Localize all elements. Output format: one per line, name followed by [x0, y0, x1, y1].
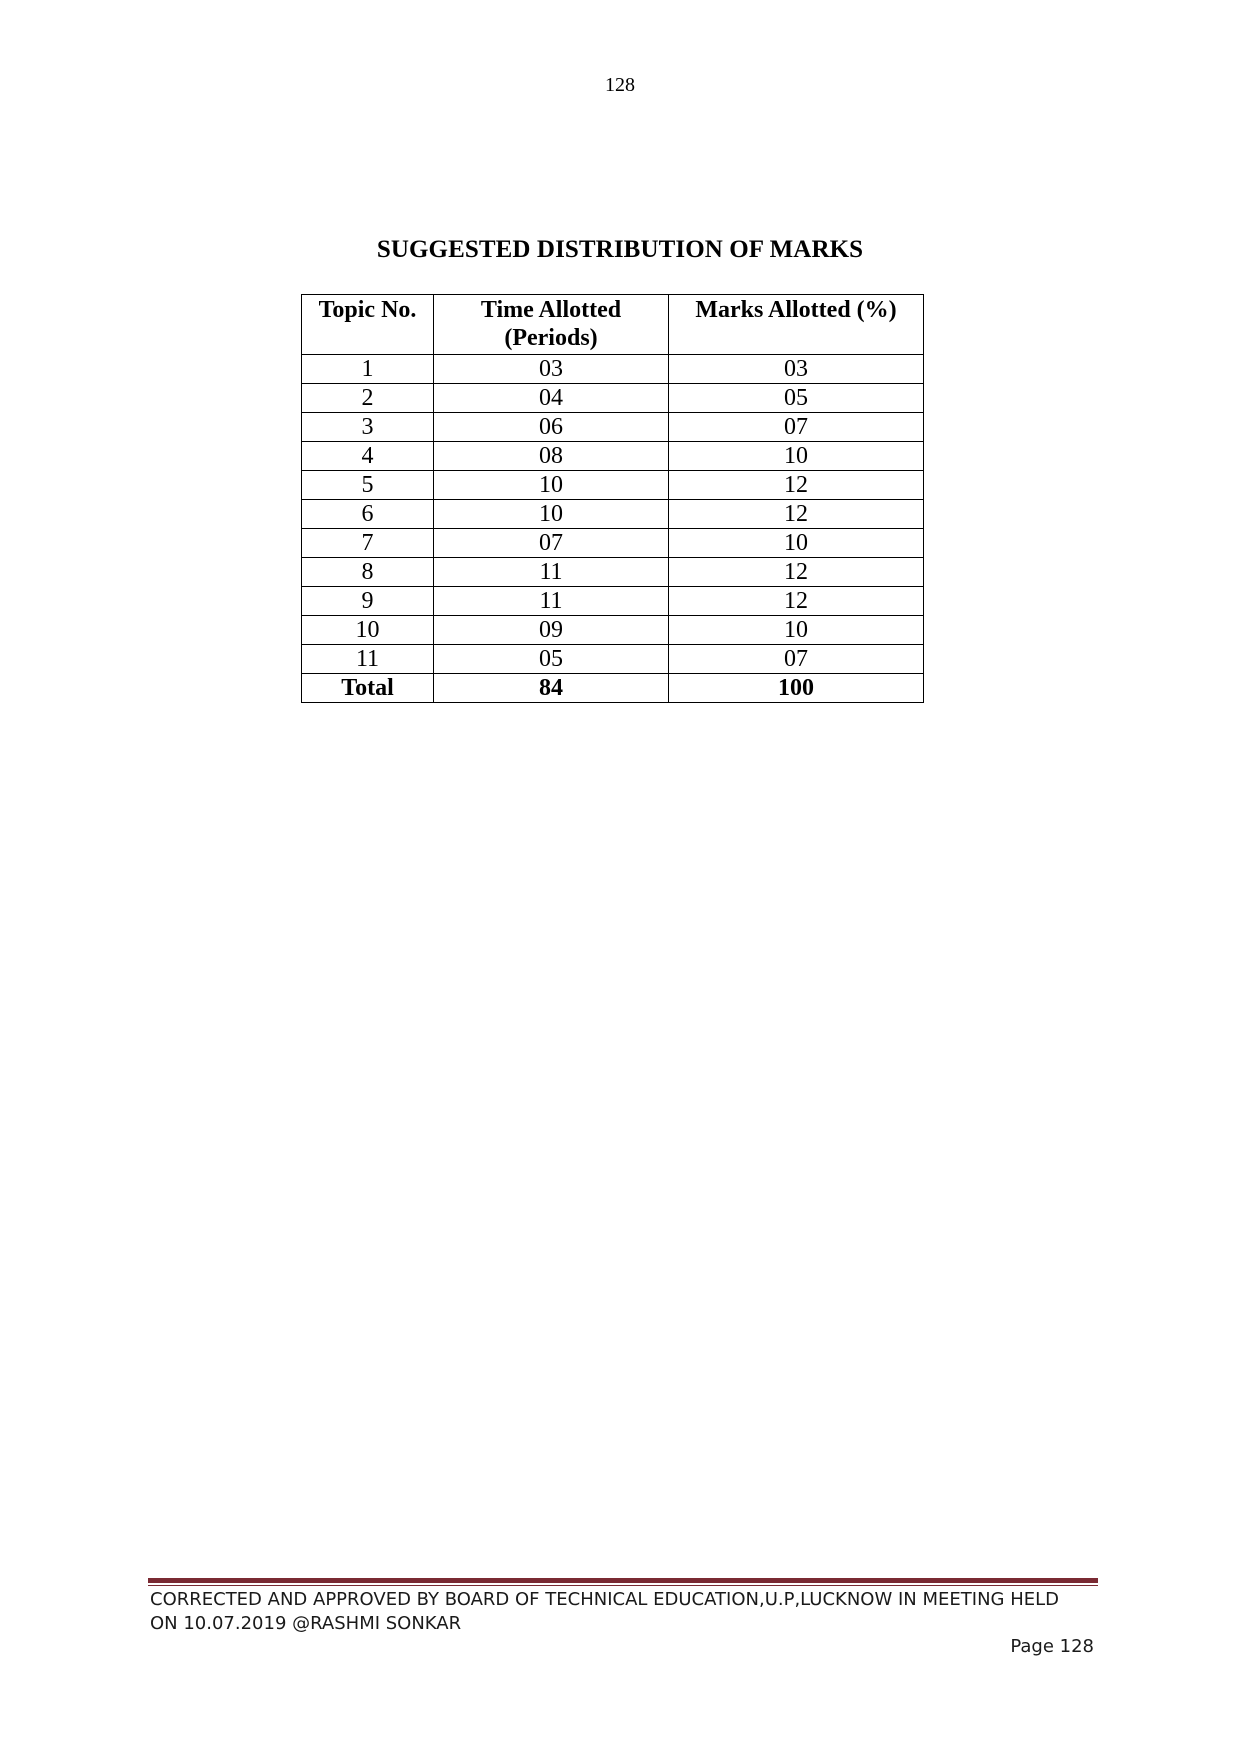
table-header-row	[302, 295, 924, 355]
cell-time: 11	[434, 558, 669, 587]
table-row	[302, 500, 924, 529]
footer-line-1: CORRECTED AND APPROVED BY BOARD OF TECHNICAL EDUCATION,U.P,LUCKNOW IN MEETING HELD	[150, 1589, 1059, 1610]
cell-time: 07	[434, 529, 669, 558]
header-time-allotted	[434, 295, 669, 355]
cell-topic: 4	[302, 442, 434, 471]
cell-time: 05	[434, 645, 669, 674]
table-row	[302, 587, 924, 616]
footer-page-number: Page 128	[1010, 1636, 1094, 1657]
top-page-number: 128	[605, 74, 635, 96]
cell-topic: 6	[302, 500, 434, 529]
cell-time: 10	[434, 471, 669, 500]
header-marks-allotted: Marks Allotted (%)	[669, 295, 924, 355]
footer-approval-note	[150, 1588, 1100, 1636]
table-body	[302, 355, 924, 674]
table-row	[302, 558, 924, 587]
cell-marks: 12	[669, 500, 924, 529]
cell-topic: 10	[302, 616, 434, 645]
marks-distribution-table	[301, 294, 924, 703]
header-time-line2: (Periods)	[504, 325, 598, 351]
footer-divider-thin	[148, 1585, 1098, 1586]
cell-marks: 07	[669, 645, 924, 674]
cell-marks: 05	[669, 384, 924, 413]
table-row	[302, 442, 924, 471]
cell-time: 03	[434, 355, 669, 384]
cell-marks: 07	[669, 413, 924, 442]
cell-topic: 8	[302, 558, 434, 587]
cell-marks: 12	[669, 471, 924, 500]
header-topic-no: Topic No.	[302, 295, 434, 355]
cell-marks: 10	[669, 529, 924, 558]
cell-time: 04	[434, 384, 669, 413]
cell-topic: 11	[302, 645, 434, 674]
page-title: SUGGESTED DISTRIBUTION OF MARKS	[376, 236, 864, 263]
cell-marks: 12	[669, 558, 924, 587]
table-row	[302, 384, 924, 413]
cell-topic: 5	[302, 471, 434, 500]
cell-topic: 7	[302, 529, 434, 558]
cell-time: 11	[434, 587, 669, 616]
cell-topic: 2	[302, 384, 434, 413]
cell-time: 06	[434, 413, 669, 442]
cell-topic: 9	[302, 587, 434, 616]
total-label: Total	[302, 674, 434, 703]
table-row	[302, 616, 924, 645]
total-marks: 100	[669, 674, 924, 703]
cell-time: 10	[434, 500, 669, 529]
cell-marks: 10	[669, 442, 924, 471]
cell-marks: 10	[669, 616, 924, 645]
cell-time: 08	[434, 442, 669, 471]
cell-marks: 03	[669, 355, 924, 384]
table-row	[302, 645, 924, 674]
cell-marks: 12	[669, 587, 924, 616]
total-time: 84	[434, 674, 669, 703]
table-row	[302, 413, 924, 442]
table-row	[302, 471, 924, 500]
cell-topic: 1	[302, 355, 434, 384]
total-row	[302, 674, 924, 703]
footer-divider	[148, 1578, 1098, 1583]
cell-time: 09	[434, 616, 669, 645]
footer-line-2: ON 10.07.2019 @RASHMI SONKAR	[150, 1613, 462, 1634]
table-row	[302, 355, 924, 384]
header-time-line1: Time Allotted	[480, 297, 622, 323]
cell-topic: 3	[302, 413, 434, 442]
table-row	[302, 529, 924, 558]
